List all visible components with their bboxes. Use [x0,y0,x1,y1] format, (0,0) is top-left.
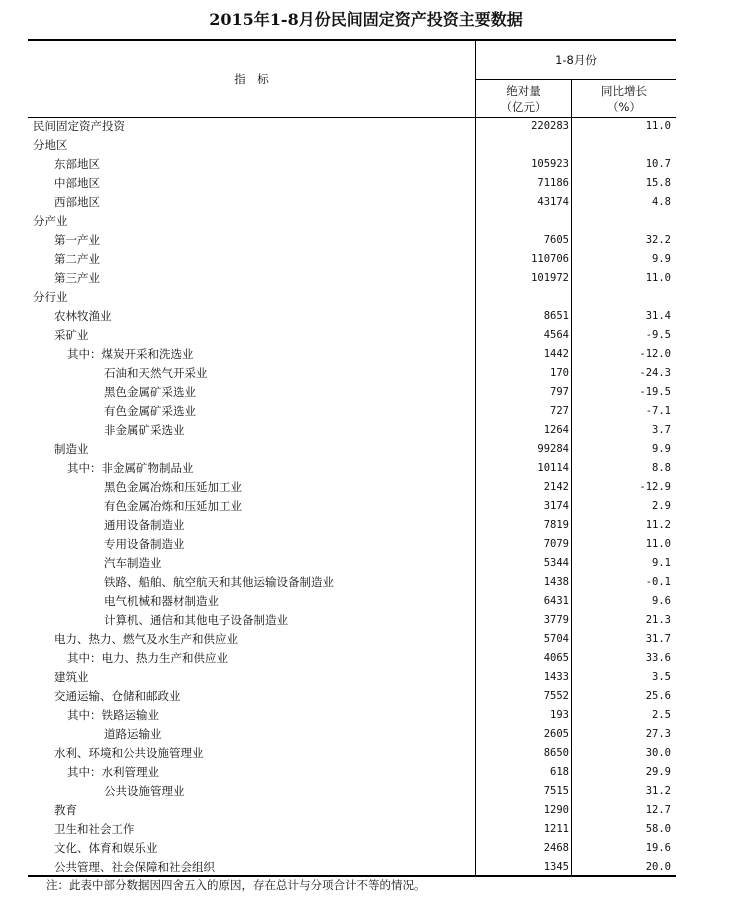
table-row [0,668,732,687]
row-indicator: 分产业 [33,214,68,228]
row-absolute-value: 7819 [543,519,569,531]
row-yoy-growth: 31.4 [645,310,671,322]
row-absolute-value: 1433 [543,671,569,683]
table-row [0,592,732,611]
row-yoy-growth: 29.9 [645,766,671,778]
row-absolute-value: 4065 [543,652,569,664]
table-row [0,421,732,440]
top-rule [28,39,676,41]
row-indicator: 公共设施管理业 [104,784,185,798]
table-row [0,440,732,459]
row-absolute-value: 727 [550,405,569,417]
row-yoy-growth: -19.5 [639,386,671,398]
row-absolute-value: 8651 [543,310,569,322]
row-indicator: 有色金属冶炼和压延加工业 [104,499,242,513]
row-indicator: 其中：铁路运输业 [67,708,159,722]
row-indicator: 第三产业 [54,271,100,285]
row-absolute-value: 4564 [543,329,569,341]
row-yoy-growth: 30.0 [645,747,671,759]
row-absolute-value: 99284 [537,443,569,455]
header-period: 1-8月份 [555,53,597,67]
row-absolute-value: 2142 [543,481,569,493]
row-indicator: 铁路、船舶、航空航天和其他运输设备制造业 [104,575,334,589]
table-row [0,858,732,877]
row-indicator: 采矿业 [54,328,89,342]
row-indicator: 第二产业 [54,252,100,266]
row-indicator: 分地区 [33,138,68,152]
table-row [0,497,732,516]
row-absolute-value: 7552 [543,690,569,702]
table-row [0,535,732,554]
row-indicator: 水利、环境和公共设施管理业 [54,746,204,760]
row-indicator: 西部地区 [54,195,100,209]
table-row [0,839,732,858]
row-yoy-growth: 15.8 [645,177,671,189]
row-indicator: 中部地区 [54,176,100,190]
row-indicator: 其中：非金属矿物制品业 [67,461,194,475]
row-yoy-growth: 19.6 [645,842,671,854]
header-yoy-unit: （%） [607,100,641,114]
row-indicator: 公共管理、社会保障和社会组织 [54,860,215,874]
row-indicator: 民间固定资产投资 [33,119,125,133]
table-row [0,516,732,535]
row-yoy-growth: -7.1 [645,405,671,417]
table-row [0,744,732,763]
table-row [0,193,732,212]
row-yoy-growth: 12.7 [645,804,671,816]
row-yoy-growth: 2.5 [652,709,671,721]
row-yoy-growth: -24.3 [639,367,671,379]
row-absolute-value: 10114 [537,462,569,474]
row-yoy-growth: 9.9 [652,253,671,265]
row-yoy-growth: 31.7 [645,633,671,645]
period-underline [475,79,676,80]
row-indicator: 非金属矿采选业 [104,423,185,437]
table-row [0,763,732,782]
row-yoy-growth: 8.8 [652,462,671,474]
row-absolute-value: 220283 [531,120,569,132]
table-row [0,478,732,497]
row-indicator: 其中：电力、热力生产和供应业 [67,651,228,665]
row-yoy-growth: 27.3 [645,728,671,740]
row-yoy-growth: 11.2 [645,519,671,531]
row-yoy-growth: 2.9 [652,500,671,512]
table-row [0,459,732,478]
row-yoy-growth: 10.7 [645,158,671,170]
row-yoy-growth: 21.3 [645,614,671,626]
row-yoy-growth: -9.5 [645,329,671,341]
table-row [0,345,732,364]
table-row [0,402,732,421]
row-yoy-growth: 32.2 [645,234,671,246]
row-absolute-value: 3779 [543,614,569,626]
row-absolute-value: 170 [550,367,569,379]
row-absolute-value: 7515 [543,785,569,797]
row-yoy-growth: 33.6 [645,652,671,664]
row-absolute-value: 8650 [543,747,569,759]
table-title: 2015年1-8月份民间固定资产投资主要数据 [209,10,523,29]
row-absolute-value: 7605 [543,234,569,246]
table-row [0,630,732,649]
header-indicator: 指 标 [234,72,269,86]
row-absolute-value: 797 [550,386,569,398]
row-yoy-growth: 9.6 [652,595,671,607]
row-absolute-value: 2468 [543,842,569,854]
table-row [0,554,732,573]
row-yoy-growth: 3.7 [652,424,671,436]
row-yoy-growth: 31.2 [645,785,671,797]
table-row [0,174,732,193]
row-absolute-value: 2605 [543,728,569,740]
table-row [0,364,732,383]
row-yoy-growth: 58.0 [645,823,671,835]
row-absolute-value: 1345 [543,861,569,873]
row-yoy-growth: 9.9 [652,443,671,455]
row-yoy-growth: -12.0 [639,348,671,360]
footnote: 注：此表中部分数据因四舍五入的原因，存在总计与分项合计不等的情况。 [46,878,426,892]
table-row [0,687,732,706]
row-absolute-value: 193 [550,709,569,721]
row-indicator: 其中：水利管理业 [67,765,159,779]
table-row [0,383,732,402]
row-yoy-growth: 11.0 [645,538,671,550]
table-row [0,706,732,725]
row-indicator: 卫生和社会工作 [54,822,135,836]
row-indicator: 石油和天然气开采业 [104,366,208,380]
row-absolute-value: 101972 [531,272,569,284]
row-indicator: 教育 [54,803,77,817]
row-absolute-value: 5344 [543,557,569,569]
row-indicator: 建筑业 [54,670,89,684]
table-row [0,288,732,307]
table-row [0,782,732,801]
table-row [0,326,732,345]
row-indicator: 第一产业 [54,233,100,247]
row-absolute-value: 43174 [537,196,569,208]
row-yoy-growth: -12.9 [639,481,671,493]
row-indicator: 汽车制造业 [104,556,162,570]
row-yoy-growth: -0.1 [645,576,671,588]
row-yoy-growth: 25.6 [645,690,671,702]
header-abs-unit: （亿元） [500,100,547,114]
table-row [0,725,732,744]
table-row [0,231,732,250]
row-absolute-value: 1438 [543,576,569,588]
table-row [0,611,732,630]
row-absolute-value: 3174 [543,500,569,512]
table-row [0,269,732,288]
row-indicator: 计算机、通信和其他电子设备制造业 [104,613,288,627]
header-abs-label: 绝对量 [506,84,541,98]
header-yoy-label: 同比增长 [601,84,647,98]
table-row [0,573,732,592]
row-indicator: 制造业 [54,442,89,456]
row-indicator: 交通运输、仓储和邮政业 [54,689,181,703]
table-row [0,307,732,326]
table-row [0,649,732,668]
row-absolute-value: 618 [550,766,569,778]
row-indicator: 黑色金属冶炼和压延加工业 [104,480,242,494]
row-yoy-growth: 4.8 [652,196,671,208]
row-absolute-value: 1442 [543,348,569,360]
row-indicator: 道路运输业 [104,727,162,741]
table-row [0,820,732,839]
table-row [0,155,732,174]
table-row [0,117,732,136]
row-yoy-growth: 20.0 [645,861,671,873]
table-row [0,250,732,269]
row-indicator: 文化、体育和娱乐业 [54,841,158,855]
row-indicator: 分行业 [33,290,68,304]
row-indicator: 有色金属矿采选业 [104,404,196,418]
row-indicator: 农林牧渔业 [54,309,112,323]
row-yoy-growth: 11.0 [645,272,671,284]
row-absolute-value: 71186 [537,177,569,189]
table-row [0,801,732,820]
row-absolute-value: 1290 [543,804,569,816]
row-indicator: 东部地区 [54,157,100,171]
row-indicator: 电力、热力、燃气及水生产和供应业 [54,632,238,646]
row-yoy-growth: 11.0 [645,120,671,132]
row-indicator: 其中：煤炭开采和洗选业 [67,347,194,361]
row-absolute-value: 7079 [543,538,569,550]
table-row [0,212,732,231]
row-indicator: 专用设备制造业 [104,537,185,551]
table-row [0,136,732,155]
row-absolute-value: 1264 [543,424,569,436]
row-indicator: 通用设备制造业 [104,518,185,532]
row-absolute-value: 110706 [531,253,569,265]
row-absolute-value: 6431 [543,595,569,607]
row-absolute-value: 105923 [531,158,569,170]
row-absolute-value: 1211 [543,823,569,835]
row-indicator: 电气机械和器材制造业 [104,594,219,608]
row-absolute-value: 5704 [543,633,569,645]
row-indicator: 黑色金属矿采选业 [104,385,196,399]
row-yoy-growth: 9.1 [652,557,671,569]
row-yoy-growth: 3.5 [652,671,671,683]
